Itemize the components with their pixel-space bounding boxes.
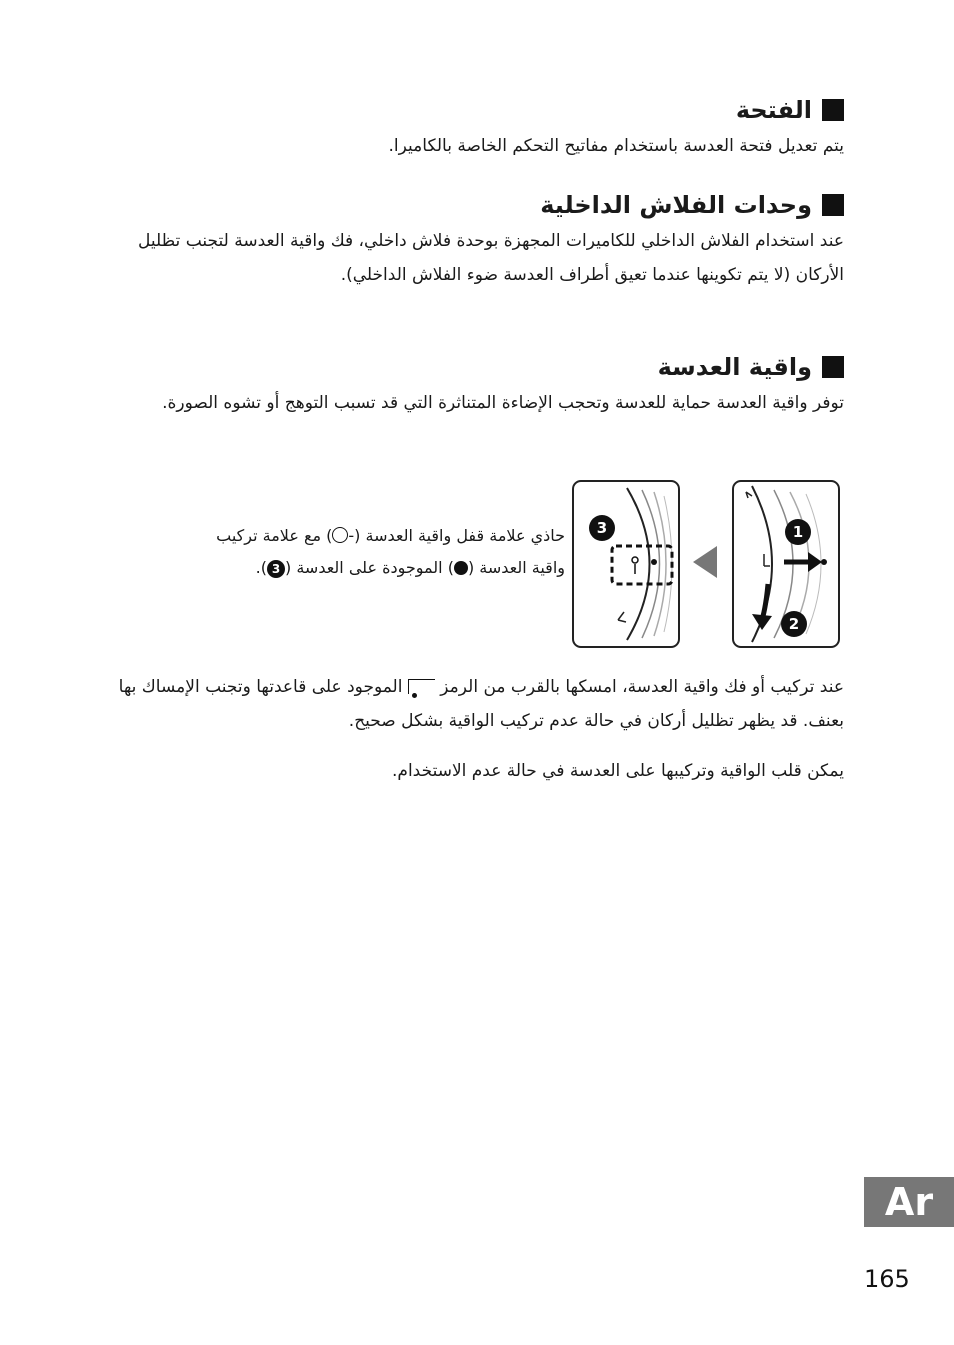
section-paragraph: عند استخدام الفلاش الداخلي للكاميرات المجهزة بوحدة فلاش داخلي، فك واقية العدسة لتجنب تظليل الأركان (لا يتم تكوينها عندما تعيق أطراف العدسة ضوء الفلاش الداخلي). — [137, 231, 844, 285]
flash-symbol-icon — [408, 679, 435, 694]
section-aperture — [104, 95, 844, 163]
caption-line-1: حاذي علامة قفل واقية العدسة (-) مع علامة تركيب — [216, 526, 565, 545]
body-paragraph-2: يمكن قلب الواقية وتركيبها على العدسة في حالة عدم الاستخدام. — [392, 761, 844, 781]
section-heading — [104, 190, 844, 220]
step-badge-1-label: 1 — [792, 523, 804, 541]
heading-square-icon — [822, 356, 844, 378]
figure-caption — [110, 520, 565, 584]
caption-line-2: واقية العدسة () الموجودة على العدسة (3). — [255, 558, 565, 577]
heading-square-icon — [822, 194, 844, 216]
heading-square-icon — [822, 99, 844, 121]
lens-hood-drawing — [732, 480, 840, 648]
language-tab: Ar — [864, 1177, 954, 1227]
step-badge-3-label: 3 — [596, 519, 608, 537]
section-heading — [104, 352, 844, 382]
section-paragraph: يتم تعديل فتحة العدسة باستخدام مفاتيح التحكم الخاصة بالكاميرا. — [388, 136, 844, 156]
section-paragraph: توفر واقية العدسة حماية للعدسة وتحجب الإضاءة المتناثرة التي قد تسبب التوهج أو تشوه الصورة. — [162, 393, 844, 413]
lens-hood-figure-3 — [572, 480, 680, 648]
page-number: 165 — [864, 1265, 910, 1293]
section-heading — [104, 95, 844, 125]
lens-hood-drawing — [572, 480, 680, 648]
body-paragraph-1: عند تركيب أو فك واقية العدسة، امسكها بالقرب من الرمز الموجود على قاعدتها وتجنب الإمساك بها بعنف. قد يظهر تظليل أركان في حالة عدم تركيب الواقية بشكل صحيح. — [118, 677, 844, 731]
body-text — [104, 670, 844, 788]
heading-text: وحدات الفلاش الداخلية — [540, 191, 812, 219]
outline-circle-icon — [332, 527, 348, 543]
pointer-triangle-icon — [693, 546, 717, 578]
heading-text: الفتحة — [735, 96, 812, 124]
heading-text: واقية العدسة — [657, 353, 812, 381]
step-badge-2-label: 2 — [788, 615, 800, 633]
lens-hood-figure-1-2 — [732, 480, 840, 648]
section-lens-hood — [104, 352, 844, 420]
section-builtin-flash — [104, 190, 844, 292]
step-badge-3: 3 — [267, 560, 285, 578]
filled-circle-icon — [454, 561, 468, 575]
